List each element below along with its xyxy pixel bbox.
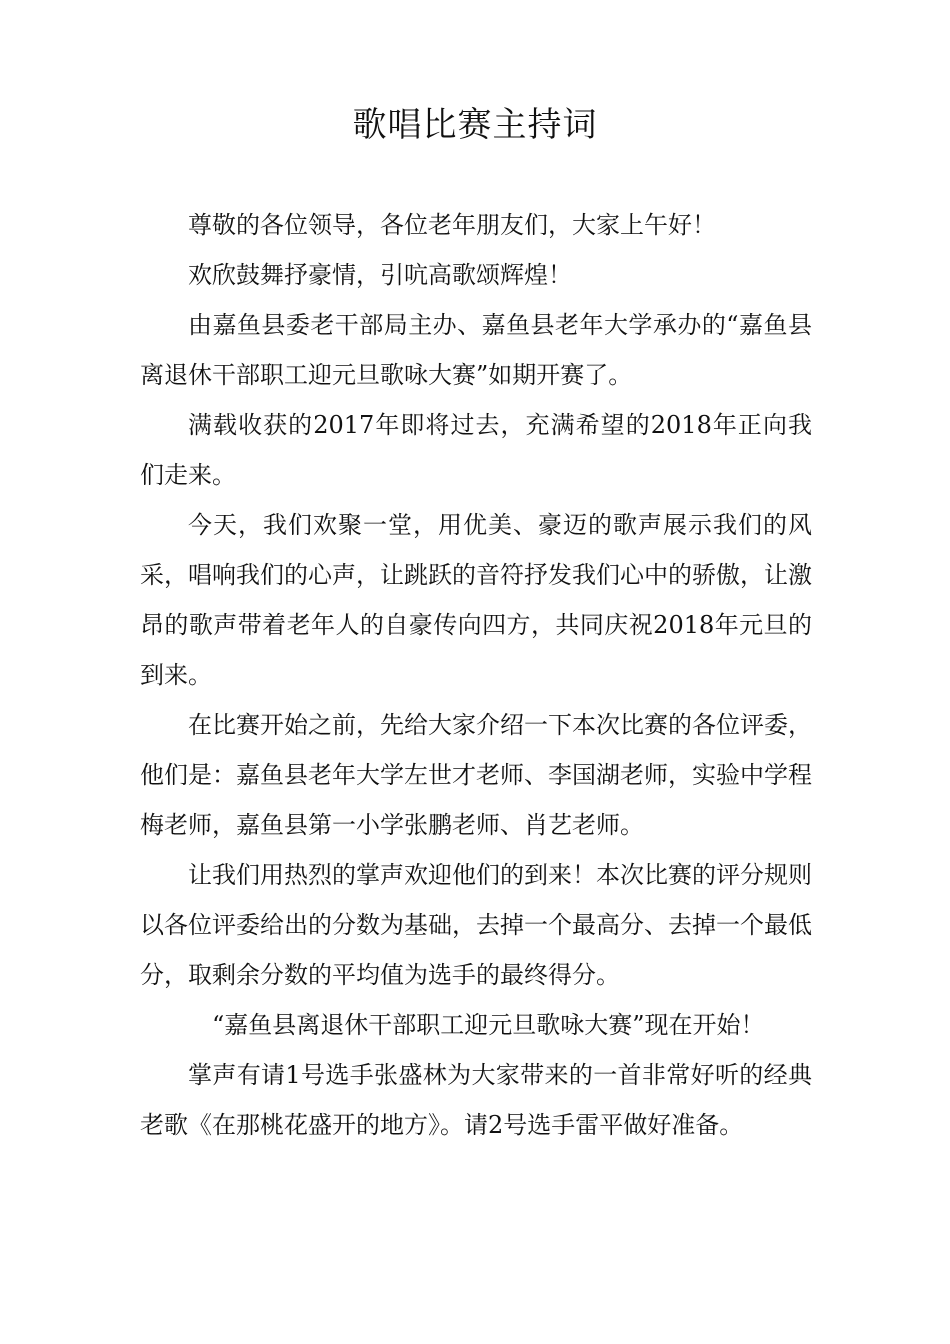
- paragraph-judges: 在比赛开始之前，先给大家介绍一下本次比赛的各位评委，他们是：嘉鱼县老年大学左世才老师、李国湖老师，实验中学程梅老师，嘉鱼县第一小学张鹏老师、肖艺老师。: [140, 711, 812, 839]
- paragraph-new-year: 满载收获的2017年即将过去，充满希望的2018年正向我们走来。: [140, 411, 812, 489]
- paragraph-opening-line: 欢欣鼓舞抒豪情，引吭高歌颂辉煌！: [188, 261, 572, 289]
- paragraph-greeting: 尊敬的各位领导，各位老年朋友们，大家上午好！: [188, 211, 716, 239]
- paragraph-contest-start: “嘉鱼县离退休干部职工迎元旦歌咏大赛”现在开始！: [212, 1011, 765, 1039]
- document-title: 歌唱比赛主持词: [352, 105, 598, 145]
- paragraph-organizers: 由嘉鱼县委老干部局主办、嘉鱼县老年大学承办的“嘉鱼县离退休干部职工迎元旦歌咏大赛”如期开赛了。: [140, 311, 812, 389]
- paragraph-first-contestant: 掌声有请1号选手张盛林为大家带来的一首非常好听的经典老歌《在那桃花盛开的地方》。请2号选手雷平做好准备。: [140, 1061, 812, 1139]
- document-body: [140, 200, 812, 1150]
- paragraph-celebration: 今天，我们欢聚一堂，用优美、豪迈的歌声展示我们的风采，唱响我们的心声，让跳跃的音符抒发我们心中的骄傲，让激昂的歌声带着老年人的自豪传向四方，共同庆祝2018年元旦的到来。: [140, 511, 812, 689]
- paragraph-scoring-rules: 让我们用热烈的掌声欢迎他们的到来！本次比赛的评分规则以各位评委给出的分数为基础，去掉一个最高分、去掉一个最低分，取剩余分数的平均值为选手的最终得分。: [140, 861, 812, 989]
